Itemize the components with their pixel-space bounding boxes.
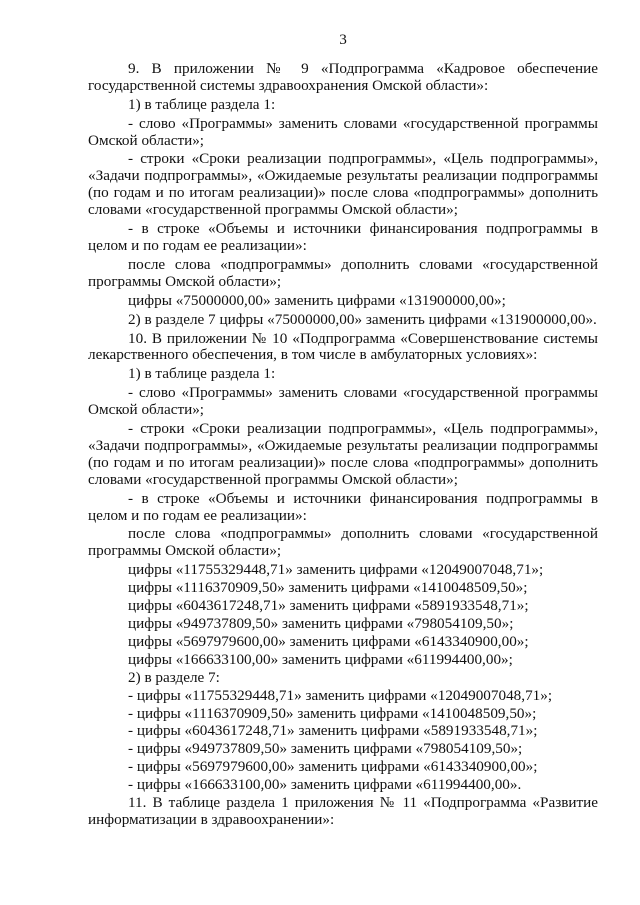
- paragraph-10-1-rows: - строки «Сроки реализации подпрограммы», «Цель подпрограммы», «Задачи подпрограммы», «Ожидаемые результаты реализации подпрограммы (по годам и по итогам реализации)» после слова «подпрограммы» дополнить словами «государственной программы Омской области»;: [88, 420, 598, 488]
- paragraph-10-1-word: - слово «Программы» заменить словами «государственной программы Омской области»;: [88, 384, 598, 419]
- paragraph-9-1-figures: цифры «75000000,00» заменить цифрами «131900000,00»;: [128, 291, 506, 309]
- page-number: 3: [339, 31, 347, 48]
- paragraph-10-1-figures-4: цифры «949737809,50» заменить цифрами «798054109,50»;: [128, 615, 514, 632]
- paragraph-10-2-figures-6: - цифры «166633100,00» заменить цифрами «611994400,00».: [128, 776, 522, 794]
- paragraph-10-1-figures-6: цифры «166633100,00» заменить цифрами «611994400,00»;: [128, 650, 513, 668]
- paragraph-11-intro: 11. В таблице раздела 1 приложения № 11 «Подпрограмма «Развитие информатизации в здравоохранении»:: [88, 794, 598, 828]
- paragraph-9-1-rows: - строки «Сроки реализации подпрограммы», «Цель подпрограммы», «Задачи подпрограммы», «Ожидаемые результаты реализации подпрограммы (по годам и по итогам реализации)» после слова «подпрограммы» дополнить словами «государственной программы Омской области»;: [88, 150, 598, 219]
- paragraph-10-1-figures-2: цифры «1116370909,50» заменить цифрами «1410048509,50»;: [128, 579, 528, 597]
- paragraph-9-1: 1) в таблице раздела 1:: [128, 95, 276, 113]
- paragraph-10-2: 2) в разделе 7:: [128, 668, 220, 686]
- paragraph-10-intro: 10. В приложении № 10 «Подпрограмма «Совершенствование системы лекарственного обеспечения, в том числе в амбулаторных условиях»:: [88, 329, 598, 364]
- paragraph-10-2-figures-5: - цифры «5697979600,00» заменить цифрами «6143340900,00»;: [128, 758, 538, 776]
- paragraph-10-1-figures-5: цифры «5697979600,00» заменить цифрами «6143340900,00»;: [128, 632, 529, 650]
- paragraph-10-1: 1) в таблице раздела 1:: [128, 365, 276, 383]
- paragraph-10-2-figures-1: - цифры «11755329448,71» заменить цифрами «12049007048,71»;: [128, 686, 553, 704]
- paragraph-9-1-after-word: после слова «подпрограммы» дополнить словами «государственной программы Омской области»;: [88, 255, 598, 290]
- paragraph-9-intro: 9. В приложении № 9 «Подпрограмма «Кадровое обеспечение государственной системы здравоохранения Омской области»:: [88, 59, 598, 94]
- paragraph-10-1-funding: - в строке «Объемы и источники финансирования подпрограммы в целом и по годам ее реализации»:: [88, 489, 598, 524]
- paragraph-10-2-figures-4: - цифры «949737809,50» заменить цифрами «798054109,50»;: [128, 740, 523, 758]
- paragraph-10-1-figures-3: цифры «6043617248,71» заменить цифрами «5891933548,71»;: [128, 597, 529, 615]
- paragraph-10-2-figures-2: - цифры «1116370909,50» заменить цифрами «1410048509,50»;: [128, 704, 537, 722]
- paragraph-9-1-funding: - в строке «Объемы и источники финансирования подпрограммы в целом и по годам ее реализации»:: [88, 220, 598, 254]
- paragraph-10-2-figures-3: - цифры «6043617248,71» заменить цифрами «5891933548,71»;: [128, 722, 538, 740]
- paragraph-9-1-word: - слово «Программы» заменить словами «государственной программы Омской области»;: [88, 114, 598, 149]
- paragraph-9-2: 2) в разделе 7 цифры «75000000,00» заменить цифрами «131900000,00».: [128, 310, 597, 328]
- paragraph-10-1-figures-1: цифры «11755329448,71» заменить цифрами «12049007048,71»;: [128, 561, 544, 579]
- paragraph-10-1-after-word: после слова «подпрограммы» дополнить словами «государственной программы Омской области»;: [88, 525, 598, 560]
